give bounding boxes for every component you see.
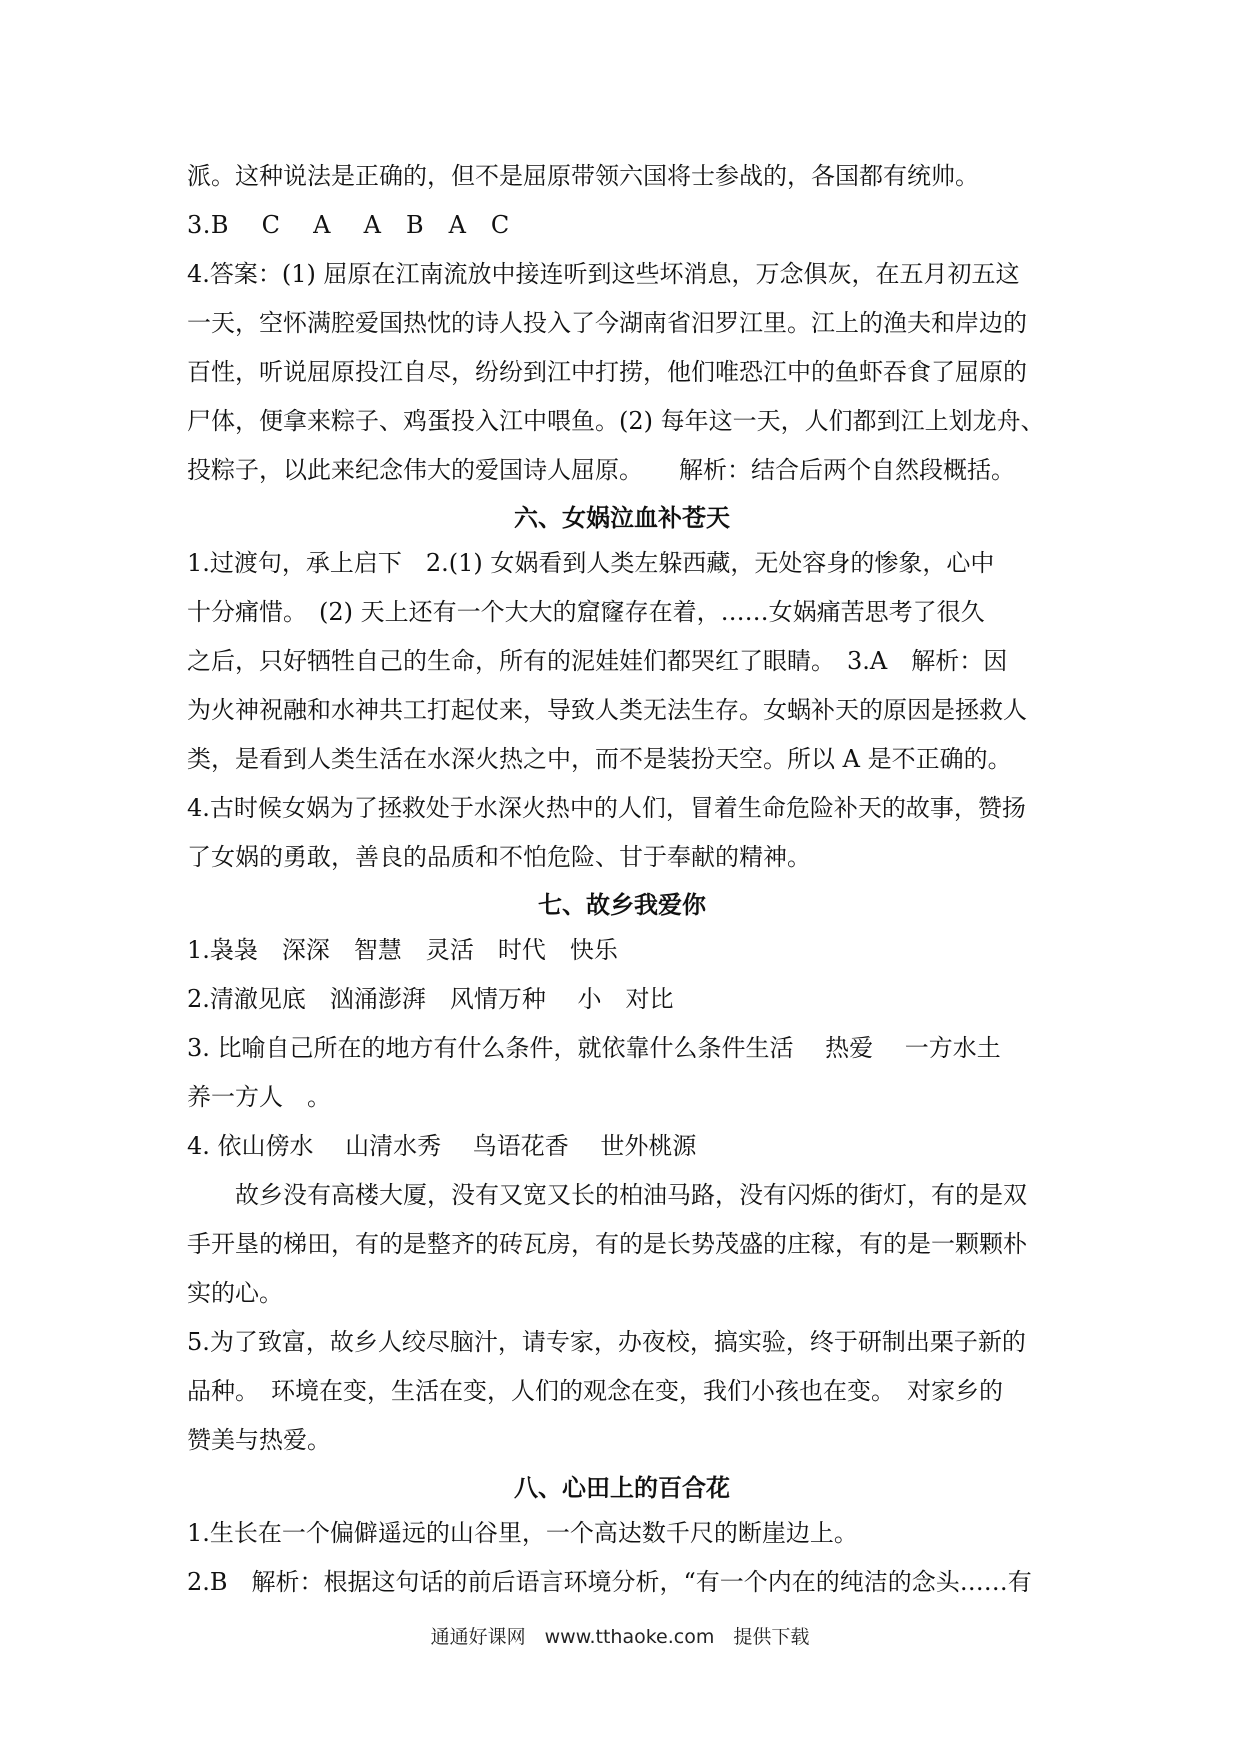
text-line: 1.袅袅 深深 智慧 灵活 时代 快乐 — [187, 936, 618, 964]
paragraph-line: 手开垦的梯田，有的是整齐的砖瓦房，有的是长势茂盛的庄稼，有的是一颗颗朴 — [187, 1230, 1027, 1258]
page-footer: 通通好课网 www.tthaoke.com 提供下载 — [430, 1626, 810, 1648]
text-line: 投粽子，以此来纪念伟大的爱国诗人屈原。 解析：结合后两个自然段概括。 — [187, 456, 1015, 484]
text-line: 2.B 解析：根据这句话的前后语言环境分析，“有一个内在的纯洁的念头……有 — [187, 1568, 1032, 1596]
text-line: 了女娲的勇敢，善良的品质和不怕危险、甘于奉献的精神。 — [187, 843, 811, 871]
paragraph-line: 实的心。 — [187, 1279, 283, 1307]
text-line: 尸体，便拿来粽子、鸡蛋投入江中喂鱼。(2) 每年这一天，人们都到江上划龙舟、 — [187, 407, 1045, 435]
text-line: 一天，空怀满腔爱国热忱的诗人投入了今湖南省汨罗江里。江上的渔夫和岸边的 — [187, 309, 1027, 337]
paragraph-line: 故乡没有高楼大厦，没有又宽又长的柏油马路，没有闪烁的街灯，有的是双 — [235, 1181, 1027, 1209]
text-line: 4. 依山傍水 山清水秀 鸟语花香 世外桃源 — [187, 1132, 697, 1160]
text-line: 1.生长在一个偏僻遥远的山谷里，一个高达数千尺的断崖边上。 — [187, 1519, 858, 1547]
section-heading-7: 七、故乡我爱你 — [538, 891, 706, 919]
text-line: 之后，只好牺牲自己的生命，所有的泥娃娃们都哭红了眼睛。 3.A 解析：因 — [187, 647, 1008, 675]
text-line: 百性，听说屈原投江自尽，纷纷到江中打捞，他们唯恐江中的鱼虾吞食了屈原的 — [187, 358, 1027, 386]
text-line: 4.古时候女娲为了拯救处于水深火热中的人们，冒着生命危险补天的故事，赞扬 — [187, 794, 1026, 822]
text-line: 十分痛惜。 (2) 天上还有一个大大的窟窿存在着，……女娲痛苦思考了很久 — [187, 598, 985, 626]
text-line: 为火神祝融和水神共工打起仗来，导致人类无法生存。女蜗补天的原因是拯救人 — [187, 696, 1027, 724]
text-line: 类，是看到人类生活在水深火热之中，而不是装扮天空。所以 A 是不正确的。 — [187, 745, 1012, 773]
text-line: 养一方人 。 — [187, 1083, 331, 1111]
text-line: 品种。 环境在变，生活在变，人们的观念在变，我们小孩也在变。 对家乡的 — [187, 1377, 1003, 1405]
text-line: 4.答案：(1) 屈原在江南流放中接连听到这些坏消息，万念俱灰，在五月初五这 — [187, 260, 1020, 288]
answer-line: 3.B C A A B A C — [187, 211, 510, 239]
section-heading-8: 八、心田上的百合花 — [514, 1474, 730, 1502]
text-line: 5.为了致富，故乡人绞尽脑汁，请专家，办夜校，搞实验，终于研制出栗子新的 — [187, 1328, 1026, 1356]
text-line: 赞美与热爱。 — [187, 1426, 331, 1454]
text-line: 2.清澈见底 汹涌澎湃 风情万种 小 对比 — [187, 985, 674, 1013]
page-content — [187, 152, 1057, 1607]
section-heading-6: 六、女娲泣血补苍天 — [514, 504, 730, 532]
text-line: 派。这种说法是正确的，但不是屈原带领六国将士参战的，各国都有统帅。 — [187, 162, 979, 190]
text-line: 1.过渡句，承上启下 2.(1) 女娲看到人类左躲西藏，无处容身的惨象，心中 — [187, 549, 995, 577]
text-line: 3. 比喻自己所在的地方有什么条件，就依靠什么条件生活 热爱 一方水土 — [187, 1034, 1001, 1062]
